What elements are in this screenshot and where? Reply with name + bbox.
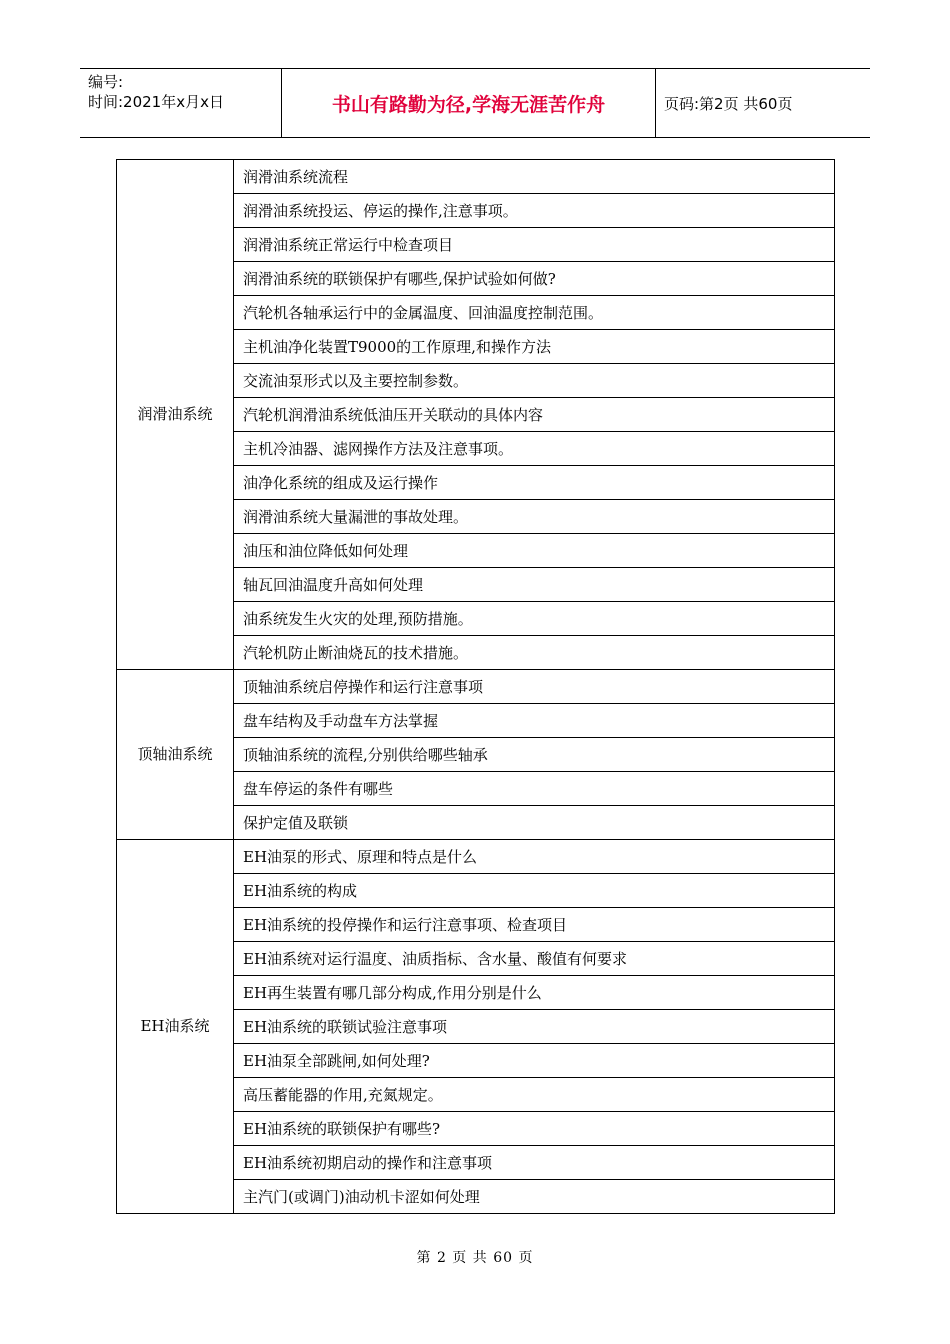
section-item: 主机油净化装置T9000的工作原理,和操作方法 [234,330,835,364]
section-item: 盘车停运的条件有哪些 [234,772,835,806]
page-header [80,68,870,138]
content-table-body [117,160,835,1214]
table-row [117,840,835,874]
section-item: 交流油泵形式以及主要控制参数。 [234,364,835,398]
table-row [117,160,835,194]
section-item: 汽轮机各轴承运行中的金属温度、回油温度控制范围。 [234,296,835,330]
section-title: EH油系统 [117,840,234,1214]
section-item: 润滑油系统大量漏泄的事故处理。 [234,500,835,534]
section-title: 润滑油系统 [117,160,234,670]
section-item: 汽轮机润滑油系统低油压开关联动的具体内容 [234,398,835,432]
section-item: EH油系统的联锁试验注意事项 [234,1010,835,1044]
section-item: 保护定值及联锁 [234,806,835,840]
section-item: 轴瓦回油温度升高如何处理 [234,568,835,602]
section-item: EH再生装置有哪几部分构成,作用分别是什么 [234,976,835,1010]
section-item: EH油泵全部跳闸,如何处理? [234,1044,835,1078]
section-item: 润滑油系统正常运行中检查项目 [234,228,835,262]
section-item: 润滑油系统流程 [234,160,835,194]
section-item: EH油系统初期启动的操作和注意事项 [234,1146,835,1180]
section-item: EH油泵的形式、原理和特点是什么 [234,840,835,874]
section-title: 顶轴油系统 [117,670,234,840]
section-item: 主机冷油器、滤网操作方法及注意事项。 [234,432,835,466]
doc-number-label: 编号: [88,73,124,91]
doc-time-label: 时间:2021年x月x日 [88,93,224,111]
section-item: EH油系统对运行温度、油质指标、含水量、酸值有何要求 [234,942,835,976]
content-table [116,159,835,1214]
section-item: 盘车结构及手动盘车方法掌握 [234,704,835,738]
table-row [117,670,835,704]
section-item: 顶轴油系统启停操作和运行注意事项 [234,670,835,704]
section-item: 主汽门(或调门)油动机卡涩如何处理 [234,1180,835,1214]
section-item: 高压蓄能器的作用,充氮规定。 [234,1078,835,1112]
section-item: 顶轴油系统的流程,分别供给哪些轴承 [234,738,835,772]
section-item: 润滑油系统的联锁保护有哪些,保护试验如何做? [234,262,835,296]
section-item: EH油系统的构成 [234,874,835,908]
section-item: 润滑油系统投运、停运的操作,注意事项。 [234,194,835,228]
page-footer: 第 2 页 共 60 页 [416,1250,534,1266]
section-item: 油系统发生火灾的处理,预防措施。 [234,602,835,636]
header-motto: 书山有路勤为径,学海无涯苦作舟 [282,69,656,137]
header-meta [80,69,282,137]
header-page-info: 页码:第2页 共60页 [664,94,793,113]
section-item: 汽轮机防止断油烧瓦的技术措施。 [234,636,835,670]
section-item: 油压和油位降低如何处理 [234,534,835,568]
section-item: EH油系统的投停操作和运行注意事项、检查项目 [234,908,835,942]
section-item: 油净化系统的组成及运行操作 [234,466,835,500]
section-item: EH油系统的联锁保护有哪些? [234,1112,835,1146]
